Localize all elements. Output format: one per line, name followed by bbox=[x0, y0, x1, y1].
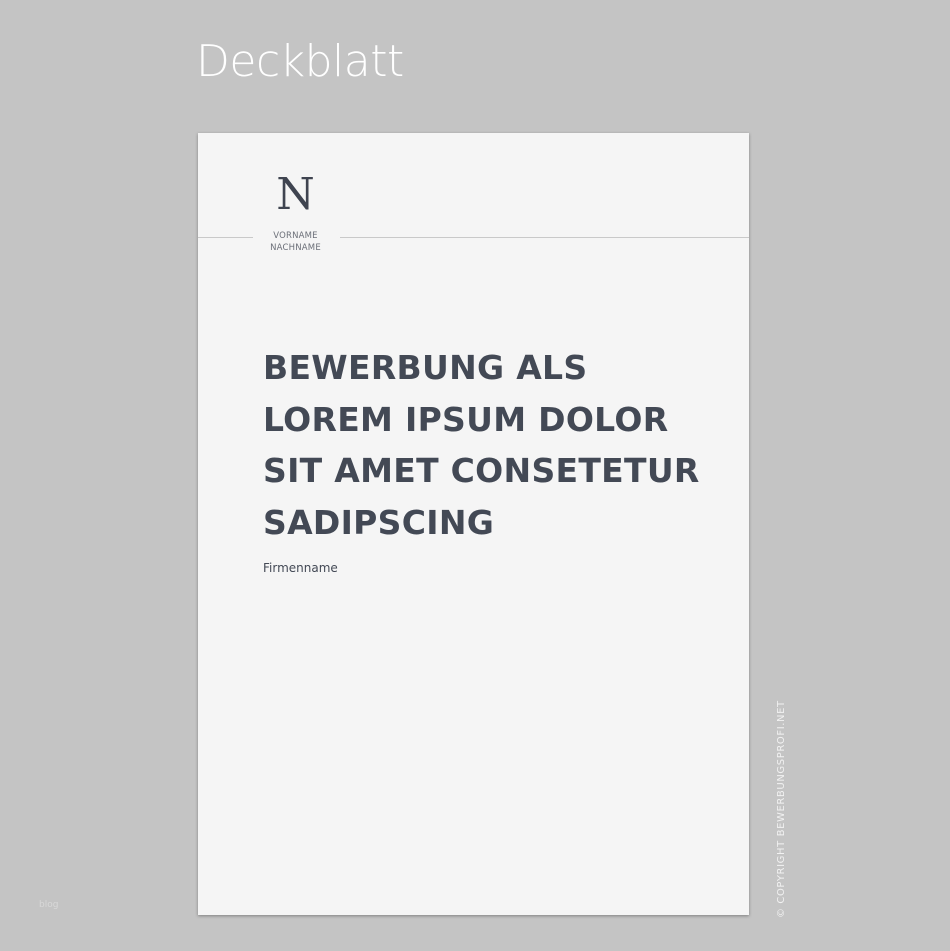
page-heading: Deckblatt bbox=[196, 36, 404, 87]
title-line: BEWERBUNG ALS bbox=[263, 348, 588, 387]
monogram-logo: N bbox=[276, 169, 315, 220]
title-line: LOREM IPSUM DOLOR bbox=[263, 399, 669, 439]
header-rule-left bbox=[198, 237, 253, 238]
header-rule-right bbox=[340, 237, 749, 238]
cover-sheet bbox=[198, 133, 749, 915]
application-title bbox=[263, 342, 723, 548]
first-name: VORNAME bbox=[273, 231, 318, 241]
watermark-text: blog bbox=[39, 900, 59, 910]
copyright-notice: © COPYRIGHT BEWERBUNGSPROFI.NET bbox=[776, 700, 787, 918]
last-name: NACHNAME bbox=[270, 243, 321, 253]
name-block bbox=[260, 230, 331, 254]
company-name: Firmenname bbox=[263, 561, 338, 575]
title-line: SADIPSCING bbox=[263, 502, 495, 542]
title-line: SIT AMET CONSETETUR bbox=[263, 451, 700, 490]
